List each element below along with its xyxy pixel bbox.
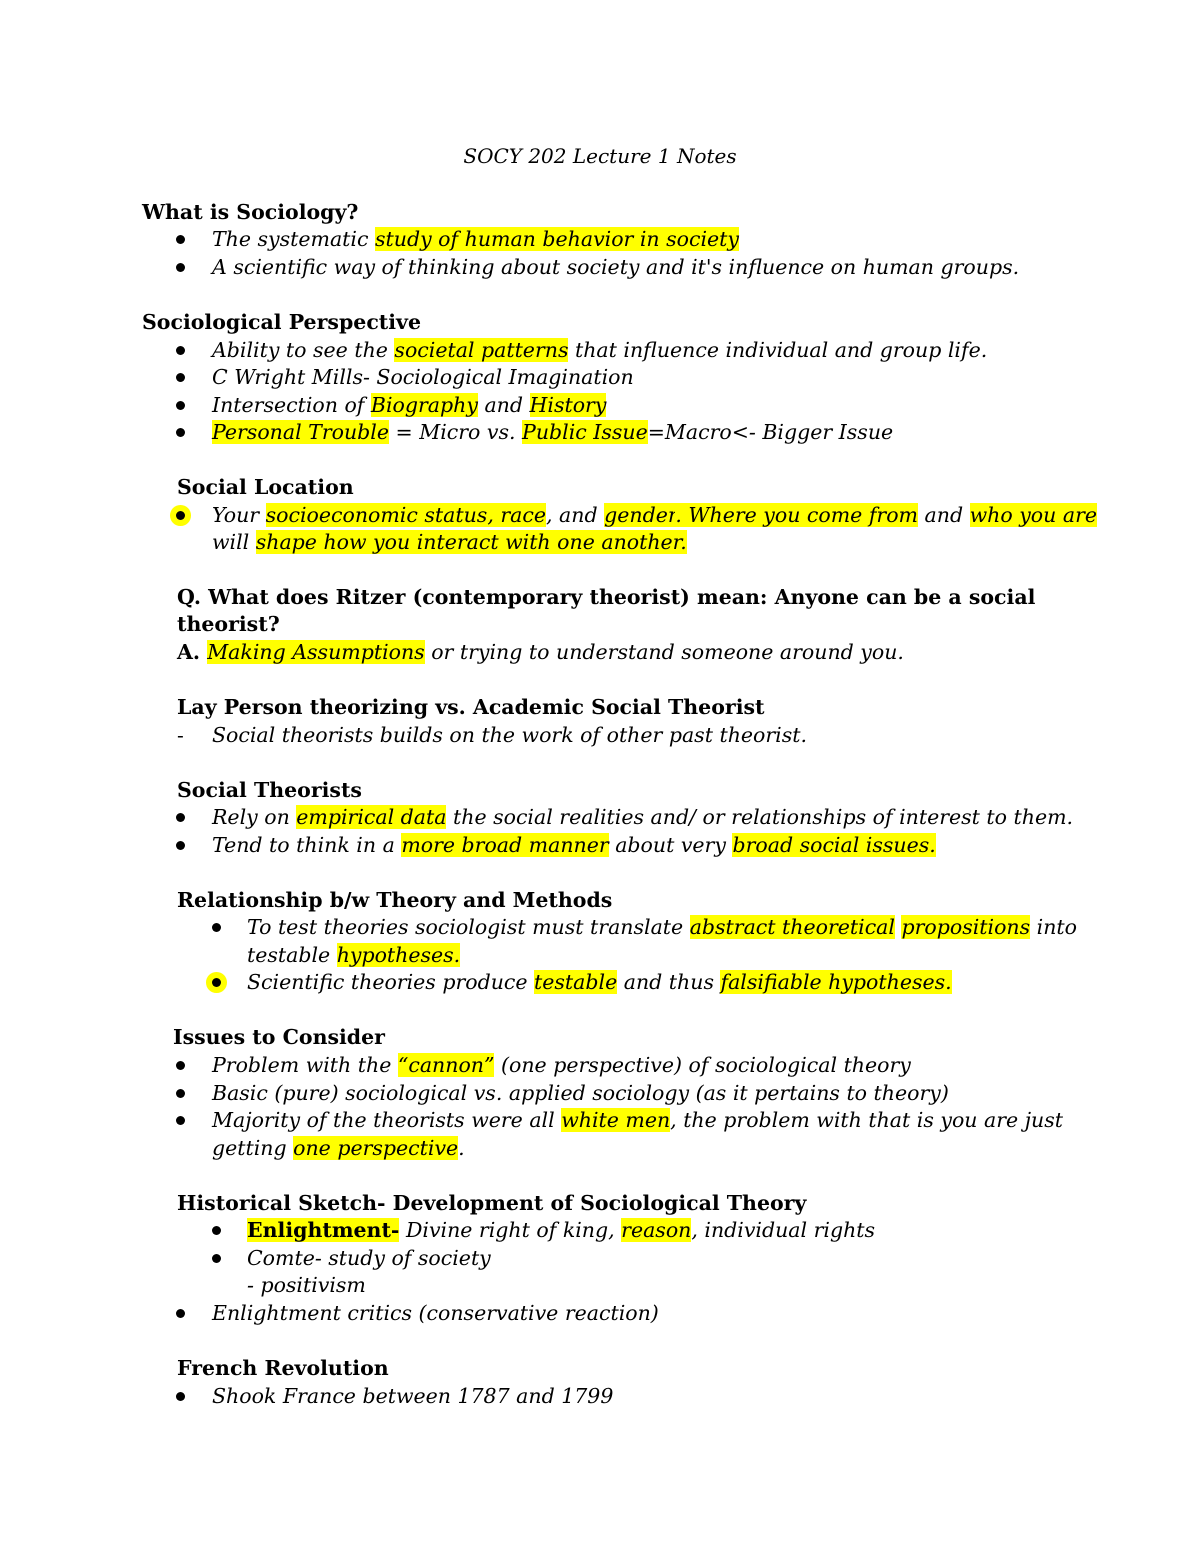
list-item: The systematic study of human behavior in society xyxy=(212,227,739,251)
bullet-icon xyxy=(212,1226,221,1235)
bullet-icon xyxy=(212,1254,221,1263)
list-item: Social theorists builds on the work of other past theorist. xyxy=(212,723,808,747)
heading-lay-person: Lay Person theorizing vs. Academic Social Theorist xyxy=(177,695,765,719)
heading-sociological-perspective: Sociological Perspective xyxy=(142,310,422,334)
sub-item: - positivism xyxy=(247,1273,366,1297)
bullet-icon xyxy=(176,1089,185,1098)
list-item: Basic (pure) sociological vs. applied sociology (as it pertains to theory) xyxy=(212,1081,949,1105)
list-item: Problem with the “cannon” (one perspective) of sociological theory xyxy=(212,1053,911,1077)
bullet-icon xyxy=(176,813,185,822)
list-item: Scientific theories produce testable and thus falsifiable hypotheses. xyxy=(247,970,952,994)
list-item: C Wright Mills- Sociological Imagination xyxy=(212,365,634,389)
list-item-continuation: will shape how you interact with one another. xyxy=(212,530,687,554)
heading-theory-methods: Relationship b/w Theory and Methods xyxy=(177,888,613,912)
heading-issues-to-consider: Issues to Consider xyxy=(173,1025,385,1049)
list-item: Personal Trouble = Micro vs. Public Issue=Macro<- Bigger Issue xyxy=(212,420,894,444)
list-item: Enlightment- Divine right of king, reason, individual rights xyxy=(247,1218,876,1242)
bullet-icon xyxy=(212,978,221,987)
bullet-icon xyxy=(176,401,185,410)
list-item: Rely on empirical data the social realities and/ or relationships of interest to them. xyxy=(212,805,1074,829)
heading-what-is-sociology: What is Sociology? xyxy=(142,200,359,224)
bullet-icon xyxy=(212,923,221,932)
page-title: SOCY 202 Lecture 1 Notes xyxy=(463,144,737,168)
bullet-icon xyxy=(176,1309,185,1318)
question-line-2: theorist? xyxy=(177,612,280,636)
list-item: Intersection of Biography and History xyxy=(212,393,607,417)
list-item: To test theories sociologist must translate abstract theoretical propositions into xyxy=(247,915,1078,939)
bullet-icon xyxy=(176,263,185,272)
question-line-1: Q. What does Ritzer (contemporary theorist) mean: Anyone can be a social xyxy=(177,585,1036,609)
bullet-icon xyxy=(176,1061,185,1070)
list-item: Ability to see the societal patterns that influence individual and group life. xyxy=(212,338,988,362)
answer: A. Making Assumptions or trying to understand someone around you. xyxy=(177,640,904,664)
bullet-icon xyxy=(176,373,185,382)
bullet-icon xyxy=(176,511,185,520)
bullet-icon xyxy=(176,1392,185,1401)
list-item: Comte- study of society xyxy=(247,1246,491,1270)
heading-french-revolution: French Revolution xyxy=(177,1356,389,1380)
heading-historical-sketch: Historical Sketch- Development of Sociological Theory xyxy=(177,1191,807,1215)
bullet-icon xyxy=(176,428,185,437)
bullet-icon xyxy=(176,346,185,355)
list-item: Your socioeconomic status, race, and gender. Where you come from and who you are xyxy=(212,503,1097,527)
heading-social-location: Social Location xyxy=(177,475,354,499)
bullet-icon xyxy=(176,1116,185,1125)
list-item: Shook France between 1787 and 1799 xyxy=(212,1384,614,1408)
list-item: A scientific way of thinking about society and it's influence on human groups. xyxy=(212,255,1020,279)
list-item-continuation: getting one perspective. xyxy=(212,1136,465,1160)
list-item: Majority of the theorists were all white men, the problem with that is you are just xyxy=(212,1108,1064,1132)
list-item-continuation: testable hypotheses. xyxy=(247,943,461,967)
heading-social-theorists: Social Theorists xyxy=(177,778,362,802)
list-item: Tend to think in a more broad manner about very broad social issues. xyxy=(212,833,936,857)
dash-marker: - xyxy=(177,723,184,747)
bullet-icon xyxy=(176,235,185,244)
list-item: Enlightment critics (conservative reaction) xyxy=(212,1301,659,1325)
bullet-icon xyxy=(176,841,185,850)
